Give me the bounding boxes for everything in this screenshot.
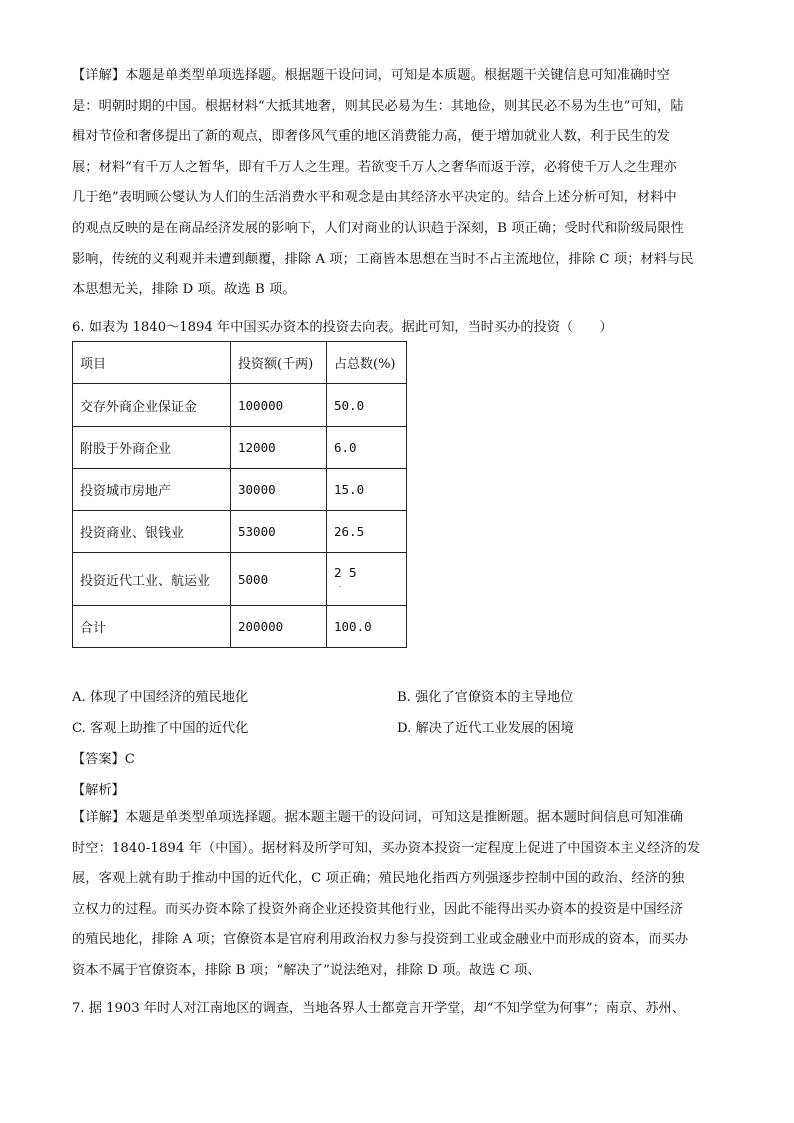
cell-item: 投资近代工业、航运业 xyxy=(73,553,231,606)
table-row xyxy=(73,606,407,648)
text-line: 资本不属于官僚资本，排除 B 项；“解决了”说法绝对，排除 D 项。故选 C 项、 xyxy=(72,962,541,978)
text-line: 楫对节俭和奢侈提出了新的观点，即奢侈风气重的地区消费能力高，便于增加就业人数，利于民生的发 xyxy=(72,129,670,145)
cell-percent: 26.5 xyxy=(327,511,407,553)
cell-item: 投资商业、银钱业 xyxy=(73,511,231,553)
cell-percent: 15.0 xyxy=(327,469,407,511)
text-line: 【详解】本题是单类型单项选择题。据本题主题干的设问词，可知这是推断题。据本题时间信息可知准确 xyxy=(72,810,684,825)
answer-label: 【答案】C xyxy=(72,752,135,767)
cell-amount: 200000 xyxy=(231,606,327,648)
explanation-q6 xyxy=(72,803,724,987)
cell-amount: 5000 xyxy=(231,553,327,606)
text-line: 是：明朝时期的中国。根据材料“大抵其地奢，则其民必易为生：其地俭，则其民必不易为生也”可知，陆 xyxy=(72,98,684,114)
question-7-stem: 7. 据 1903 年时人对江南地区的调查，当地各界人士都竟言开学堂，却“不知学堂为何事”；南京、苏州、 xyxy=(72,1001,685,1016)
option-c: C. 客观上助推了中国的近代化 xyxy=(72,721,249,736)
text-line: 影响，传统的义利观并未遭到颠覆，排除 A 项；工商皆本思想在当时不占主流地位，排除 C 项；材料与民 xyxy=(72,251,694,267)
cell-amount: 53000 xyxy=(231,511,327,553)
cell-item: 投资城市房地产 xyxy=(73,469,231,511)
text-line: 本思想无关，排除 D 项。故选 B 项。 xyxy=(72,282,296,298)
header-percent: 占总数(%) xyxy=(327,342,407,384)
cell-percent: 6.0 xyxy=(327,427,407,469)
investment-table xyxy=(72,341,407,648)
table-row xyxy=(73,384,407,427)
explanation-q5 xyxy=(72,61,724,306)
cell-amount: 100000 xyxy=(231,384,327,427)
header-item: 项目 xyxy=(73,342,231,384)
cell-amount: 12000 xyxy=(231,427,327,469)
table-row xyxy=(73,553,407,606)
cell-item: 交存外商企业保证金 xyxy=(73,384,231,427)
cell-percent: 100.0 xyxy=(327,606,407,648)
cell-percent xyxy=(327,553,407,606)
analysis-label: 【解析】 xyxy=(72,783,125,798)
text-line: 展，客观上就有助于推动中国的近代化，C 项正确；殖民地化指西方列强逐步控制中国的政治、经济的独 xyxy=(72,871,685,887)
table-row xyxy=(73,469,407,511)
cell-percent: 50.0 xyxy=(327,384,407,427)
option-d: D. 解决了近代工业发展的困境 xyxy=(397,721,574,736)
text-line: 的观点反映的是在商品经济发展的影响下，人们对商业的认识趋于深刻，B 项正确；受时代和阶级局限性 xyxy=(72,220,685,236)
cell-percent-main: 2 5 xyxy=(334,565,357,580)
text-line: 的殖民地化，排除 A 项；官僚资本是官府利用政治权力参与投资到工业或金融业中而形成的资本，而买办 xyxy=(72,932,689,948)
cell-item: 合计 xyxy=(73,606,231,648)
cell-item: 附股于外商企业 xyxy=(73,427,231,469)
text-line: 【详解】本题是单类型单项选择题。根据题干设问词，可知是本质题。根据题干关键信息可知准确时空 xyxy=(72,68,670,83)
header-amount: 投资额(千两) xyxy=(231,342,327,384)
text-line: 展；材料“有千万人之暂华，即有千万人之生理。若欲变千万人之奢华而返于淳，必将使千万人之生理亦 xyxy=(72,159,677,175)
question-6-stem: 6. 如表为 1840～1894 年中国买办资本的投资去向表。据此可知，当时买办的投资（ ） xyxy=(72,320,613,335)
cell-amount: 30000 xyxy=(231,469,327,511)
option-a: A. 体现了中国经济的殖民地化 xyxy=(72,690,249,705)
text-line: 几于绝”表明顾公燮认为人们的生活消费水平和观念是由其经济水平决定的。结合上述分析可知，材料中 xyxy=(72,190,677,206)
cell-percent-sub: . xyxy=(338,582,342,589)
table-header-row xyxy=(73,342,407,384)
text-line: 立权力的过程。而买办资本除了投资外商企业还投资其他行业，因此不能得出买办资本的投资是中国经济 xyxy=(72,901,684,917)
table-row xyxy=(73,427,407,469)
text-line: 时空：1840-1894 年（中国）。据材料及所学可知，买办资本投资一定程度上促进了中国资本主义经济的发 xyxy=(72,840,701,856)
table-row xyxy=(73,511,407,553)
option-b: B. 强化了官僚资本的主导地位 xyxy=(397,690,574,705)
